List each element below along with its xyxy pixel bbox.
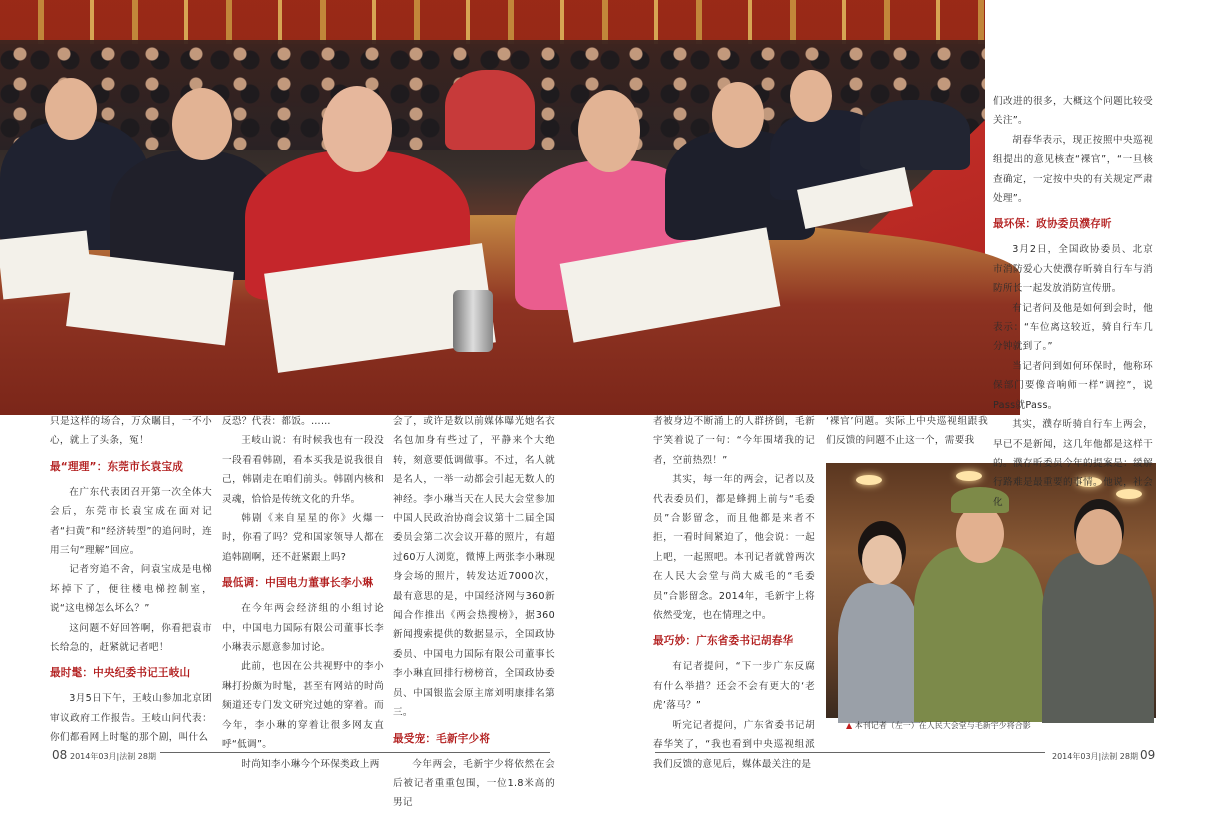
caption-triangle-icon: ▲	[846, 721, 853, 730]
thermos-cup	[453, 290, 493, 352]
body-paragraph: 当记者问到如何环保时，他称环保部门要像音响师一样“调控”，说Pass就Pass。	[993, 360, 1153, 411]
hall-wall	[0, 0, 985, 44]
section-heading: 最“理理”：东莞市长袁宝成	[50, 460, 184, 473]
text-column-6	[993, 92, 1153, 512]
section-heading: 最受宠：毛新宇少将	[393, 732, 491, 745]
body-paragraph: 3月2日，全国政协委员、北京市消防爱心大使濮存昕骑自行车与消防所长一起发放消防宣传册。	[993, 244, 1153, 295]
body-paragraph: 在今年两会经济组的小组讨论中，中国电力国际有限公司董事长李小琳表示愿意参加讨论。	[222, 603, 384, 654]
body-paragraph: 在广东代表团召开第一次全体大会后，东莞市长袁宝成在面对记者“扫黄”和“经济转型”的追问时，连用三句“理解”回应。	[50, 486, 212, 557]
body-paragraph: 反恐？代表：都饭。……	[222, 416, 331, 427]
ceiling-lamp	[956, 471, 982, 481]
text-column-4	[653, 412, 815, 774]
body-paragraph: 记者穷追不舍，问袁宝成是电梯坏掉下了，便往楼电梯控制室，说“这电梯怎么坏么？”	[50, 564, 212, 615]
delegate-head	[712, 82, 764, 148]
delegate-figure	[860, 100, 970, 170]
delegate-head	[790, 70, 832, 122]
delegate-head	[578, 90, 640, 172]
delegate-head	[172, 88, 232, 160]
photo-caption	[846, 720, 1166, 732]
body-paragraph: 韩剧《来自星星的你》火爆一时，你看了吗？党和国家领导人都在追韩剧啊，还不赶紧跟上吗?	[222, 513, 384, 563]
body-paragraph: 时尚知李小琳今个环保类政上两	[241, 758, 380, 770]
left-issue-info: 2014年03月|法制 28期	[70, 752, 156, 761]
body-paragraph: 3月5日下午，王岐山参加北京团审议政府工作报告。王岐山问代表：你们都看网上时髦的那个剧，叫什么	[50, 693, 212, 744]
body-paragraph: 王岐山说：有时候我也有一段没一段看看韩剧，看本买我是说我很自己，韩剧走在咱们前头。韩剧内核和灵魂，恰恰是传统文化的升华。	[222, 435, 384, 505]
body-paragraph: 会了，或许是数以前媒体曝光她名衣名包加身有些过了，平静来个大绝转，刻意要低调做事。不过，名人就是名人，一举一动都会引起无数人的神经。李小琳当天在人民大会堂参加中国人民政治协商会议第十二届全国委员会第二次会议开幕的照片，有超过60万人浏览，微博上两张李小琳现身会场的照片，转发达近7000次，最有意思的是，中国经济网与360新闻合作推出《两会热搜榜》，据360新闻搜索提供的数据显示，全国政协委员、中国电力国际有限公司董事长李小琳直回排行榜榜首，全国政协委员、中国银监会原主席刘明康排名第三。	[393, 416, 555, 719]
body-paragraph: ‘裸官’问题。实际上中央巡视组跟我们反馈的问题不止这一个，需要我	[826, 416, 988, 447]
person-center-head	[956, 505, 1004, 563]
text-column-5	[826, 412, 988, 451]
right-issue-info: 2014年03月|法制 28期	[1052, 752, 1138, 761]
body-paragraph: 其实，每一年的两会，记者以及代表委员们，都是蜂拥上前与“毛委员”合影留念，而且他都是来者不拒，一看时间紧迫了，他会说：一起上吧，一起照吧。本刊记者就曾两次在人民大会堂与尚大威毛的“毛委员”合影留念。2014年，毛新宇上将依然受宠，也在情理之中。	[653, 474, 815, 622]
left-footer-rule	[160, 752, 550, 753]
delegate-head	[322, 86, 392, 172]
body-paragraph: 其实，濮存昕骑自行车上两会，早已不是新闻，这几年他都是这样干的。濮存昕委员今年的提案是：缓解行路难是最重要的事情。他说，社会化	[993, 419, 1153, 508]
body-paragraph: 今年两会，毛新宇少将依然在会后被记者重重包围，一位1.8米高的男记	[393, 758, 555, 809]
person-left	[838, 583, 920, 723]
body-paragraph: 者被身边不断涌上的人群挤倒，毛新宇笑着说了一句：“今年围堵我的记者，空前热烈！”	[653, 416, 815, 466]
body-paragraph: 有记者问及他是如何到会时，他表示：“车位离这较近，骑自行车几分钟就到了。”	[993, 302, 1153, 353]
section-heading: 最时髦：中央纪委书记王岐山	[50, 667, 191, 680]
right-footer-rule	[655, 752, 1045, 753]
caption-text: 本刊记者（左一）在人民大会堂与毛新宇少将合影	[854, 721, 1031, 730]
left-page-number: 08	[52, 748, 68, 762]
body-paragraph: 有记者提问，“下一步广东反腐有什么举措？还会不会有更大的‘老虎’落马？”	[653, 661, 815, 712]
body-paragraph: 这问题不好回答啊，你看把袁市长给急的，赶紧就记者吧！	[50, 622, 212, 654]
ceiling-lamp	[856, 475, 882, 485]
person-right-head	[1076, 509, 1122, 565]
text-column-2	[222, 412, 384, 774]
body-paragraph: 听完记者提问，广东省委书记胡春华笑了，“我也看到中央巡视组派我们反馈的意见后，媒体最关注的是	[653, 719, 815, 770]
right-page-number: 09	[1140, 748, 1156, 762]
main-photo	[0, 0, 985, 386]
delegate-head	[45, 78, 97, 140]
body-paragraph: 胡春华表示，现正按照中央巡视组提出的意见核查“裸官”，“一旦核查确定，一定按中央的有关规定严肃处理”。	[993, 134, 1153, 205]
section-heading: 最巧妙：广东省委书记胡春华	[653, 635, 794, 648]
body-paragraph: 只是这样的场合，万众瞩目，一不小心，就上了头条，冤！	[50, 416, 212, 447]
section-heading: 最环保：政协委员濮存昕	[993, 218, 1112, 231]
person-center-uniform	[914, 547, 1044, 722]
body-paragraph: 们改进的很多，大概这个问题比较受关注”。	[993, 96, 1153, 127]
person-left-head	[862, 535, 902, 585]
text-column-1	[50, 412, 212, 748]
section-heading: 最低调：中国电力董事长李小琳	[222, 577, 374, 590]
body-paragraph: 此前，也因在公共视野中的李小琳打扮颇为时髦，甚至有网站的时尚频道还专门发文研究过她的穿着。而今年，李小琳的穿着让很多网友直呼“低调”。	[222, 661, 384, 751]
delegate-figure-ethnic	[445, 70, 535, 150]
person-right	[1042, 553, 1154, 723]
